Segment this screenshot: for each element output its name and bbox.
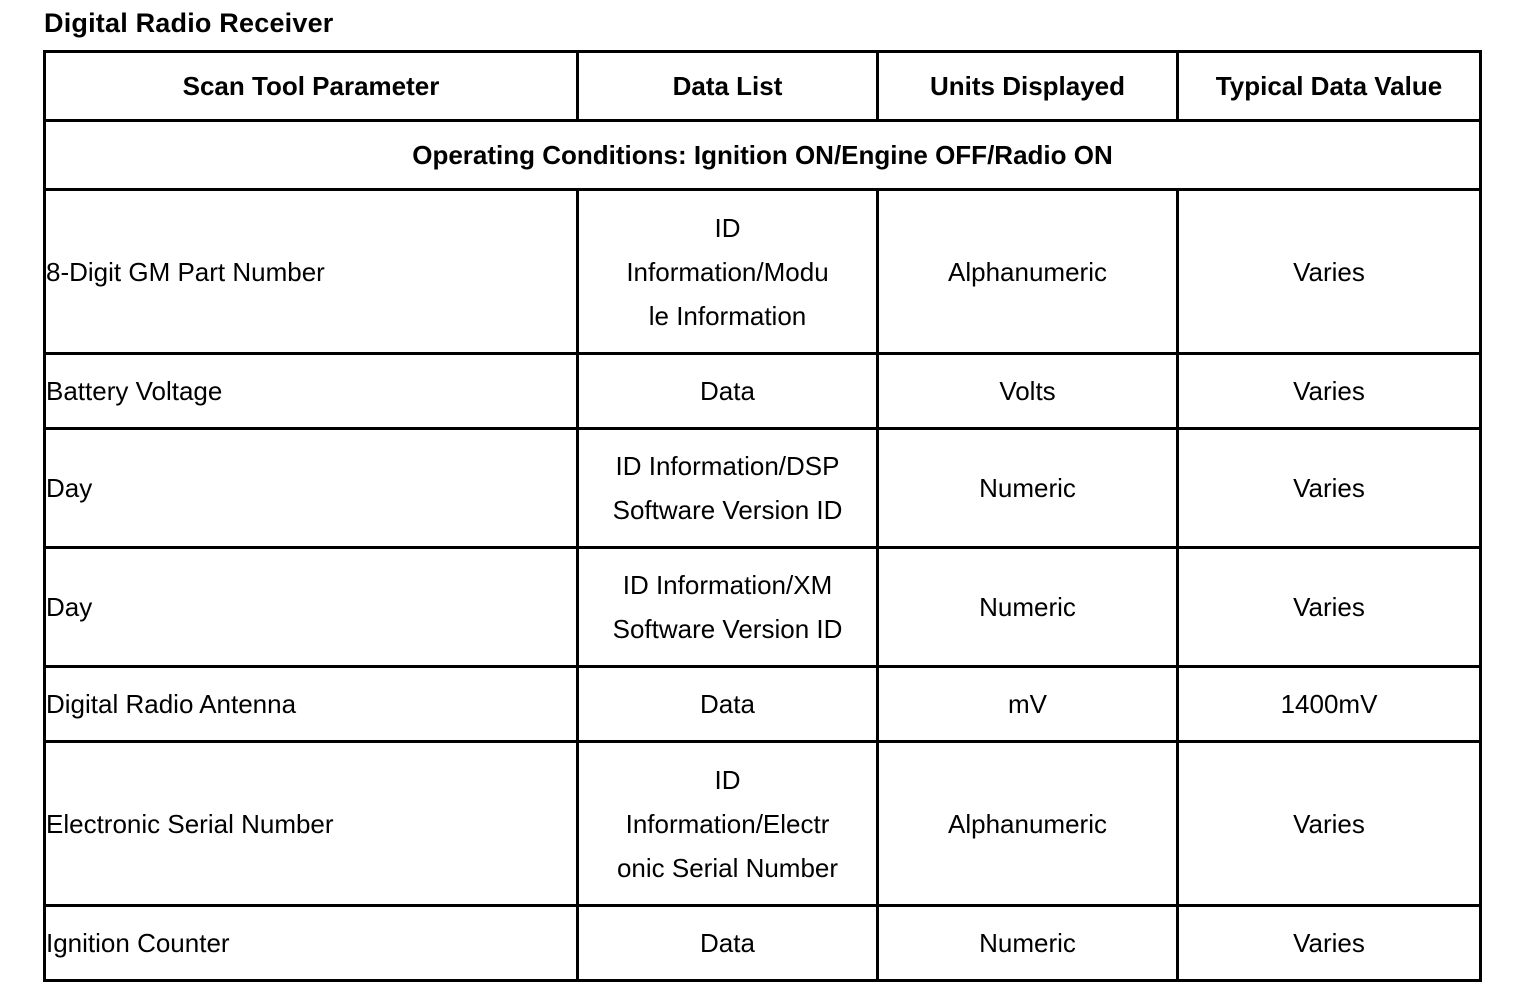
cell-data-list: Data <box>578 354 878 429</box>
cell-parameter: Ignition Counter <box>45 906 578 981</box>
table-row <box>45 667 1481 742</box>
cell-units: Alphanumeric <box>878 190 1178 354</box>
cell-units: Numeric <box>878 906 1178 981</box>
cell-units: mV <box>878 667 1178 742</box>
operating-conditions-label: Operating Conditions: Ignition ON/Engine OFF/Radio ON <box>45 121 1481 190</box>
cell-typical-value: Varies <box>1178 190 1481 354</box>
cell-units: Numeric <box>878 429 1178 548</box>
table-row <box>45 906 1481 981</box>
table-row <box>45 742 1481 906</box>
cell-parameter: Digital Radio Antenna <box>45 667 578 742</box>
cell-parameter: Day <box>45 429 578 548</box>
cell-typical-value: Varies <box>1178 429 1481 548</box>
cell-typical-value: Varies <box>1178 354 1481 429</box>
cell-parameter: Electronic Serial Number <box>45 742 578 906</box>
cell-typical-value: Varies <box>1178 548 1481 667</box>
table-row <box>45 429 1481 548</box>
cell-parameter: Day <box>45 548 578 667</box>
cell-data-list: ID Information/Modu le Information <box>578 190 878 354</box>
cell-data-list: ID Information/Electr onic Serial Number <box>578 742 878 906</box>
table-row <box>45 548 1481 667</box>
cell-typical-value: Varies <box>1178 906 1481 981</box>
scan-tool-data-table <box>43 50 1482 982</box>
cell-units: Alphanumeric <box>878 742 1178 906</box>
cell-units: Volts <box>878 354 1178 429</box>
cell-units: Numeric <box>878 548 1178 667</box>
table-header-row <box>45 52 1481 121</box>
section-row <box>45 121 1481 190</box>
table-row <box>45 354 1481 429</box>
cell-typical-value: 1400mV <box>1178 667 1481 742</box>
header-data-list: Data List <box>578 52 878 121</box>
cell-data-list: ID Information/DSP Software Version ID <box>578 429 878 548</box>
document-title: Digital Radio Receiver <box>44 8 334 38</box>
cell-data-list: Data <box>578 667 878 742</box>
cell-data-list: Data <box>578 906 878 981</box>
header-scan-tool-parameter: Scan Tool Parameter <box>45 52 578 121</box>
header-units-displayed: Units Displayed <box>878 52 1178 121</box>
cell-typical-value: Varies <box>1178 742 1481 906</box>
cell-parameter: Battery Voltage <box>45 354 578 429</box>
cell-parameter: 8-Digit GM Part Number <box>45 190 578 354</box>
cell-data-list: ID Information/XM Software Version ID <box>578 548 878 667</box>
header-typical-data-value: Typical Data Value <box>1178 52 1481 121</box>
table-row <box>45 190 1481 354</box>
